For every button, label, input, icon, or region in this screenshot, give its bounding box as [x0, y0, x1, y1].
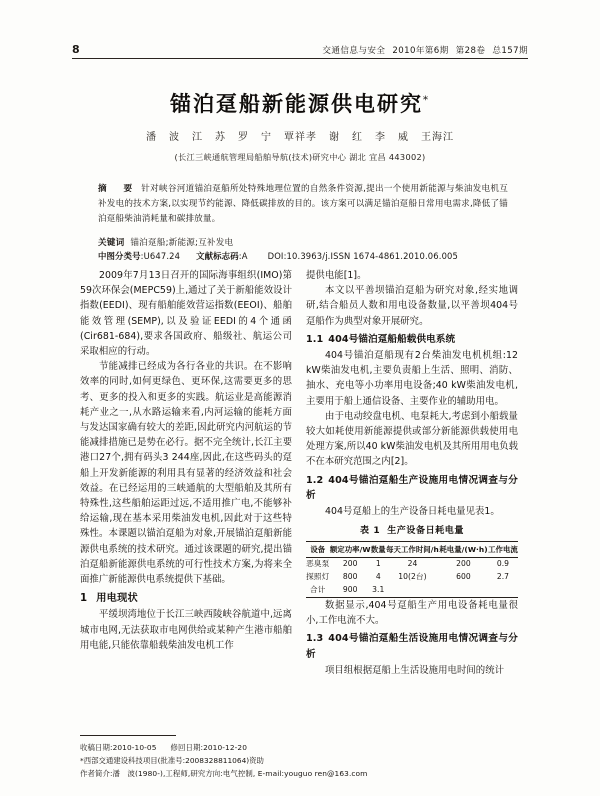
- cell-rated-power: 900: [330, 584, 371, 598]
- paragraph: 2009年7月13日召开的国际海事组织(IMO)第59次环保会(MEPC59)上,通过了关于新船能效设计指数(EEDI)、现有船舶能效营运指数(EEOI)、船舶能效管理(SEMP),以及验证EEDI的4个通函(Cir681-684),要求各国政府、船级社、航运公司采取相应的行动。: [80, 270, 292, 358]
- paragraph: 本文以平善坝锚泊趸船为研究对象,经实地调研,结合船员人数和用电设备数量,以平善坝404号趸船作为典型对象开展研究。: [306, 285, 518, 327]
- paragraph-continued: 提供电能[1]。: [306, 270, 367, 281]
- author-name: 波: [169, 132, 180, 143]
- cell-current: [488, 584, 518, 598]
- section-title: 404号锚泊趸船生活设施用电情况调查与分析: [306, 633, 518, 660]
- journal-volume: 第28卷: [455, 46, 486, 56]
- section-heading-1-2: [306, 473, 518, 503]
- journal-issue: 2010年第6期: [392, 46, 449, 56]
- cell-energy: 200: [456, 559, 471, 569]
- table-caption: [306, 524, 518, 539]
- footnote-block: [80, 741, 520, 780]
- footnote-rule: [80, 735, 176, 736]
- clc-value: U647.24: [143, 251, 181, 261]
- author-name: 威: [398, 132, 409, 143]
- document-code-label: 文献标志码: [196, 251, 239, 261]
- classification-block: 中图分类号:U647.24 文献标志码:A DOI:10.3963/j.ISSN 1674-4861.2010.06.005: [98, 251, 459, 261]
- doi-value: 10.3963/j.ISSN 1674-4861.2010.06.005: [286, 251, 459, 261]
- paragraph: 由于电动绞盘电机、电泵耗大,考虑到小船载量较大如耗使用新能源提供或部分新能源供载使用电处理方案,所以40 kW柴油发电机及其所用用电负载不在本研究范围之内[2]。: [306, 410, 518, 468]
- left-text-column: [80, 268, 292, 653]
- column-header-current: 工作电流: [488, 542, 518, 558]
- table-title: 生产设备日耗电量: [387, 526, 464, 537]
- column-header-daily-hours: 每天工作时间/h: [386, 542, 439, 558]
- keywords-block: [98, 236, 508, 248]
- received-date: 2010-10-05: [112, 743, 157, 752]
- journal-serial: 总157期: [492, 46, 528, 56]
- author-list: [0, 128, 600, 143]
- abstract-block: [98, 182, 508, 227]
- section-number: 1: [80, 593, 88, 605]
- cell-energy: 600: [456, 572, 471, 582]
- section-title: 用电现状: [96, 593, 138, 605]
- table-row: [306, 571, 518, 584]
- title-footnote-marker: *: [423, 95, 430, 106]
- keywords-label: 关键词: [98, 238, 125, 248]
- author-name: 苏: [215, 132, 226, 143]
- journal-name: 交通信息与安全: [322, 46, 386, 56]
- paragraph: 数据显示,404号趸船生产用电设备耗电量很小,工作电流不大。: [306, 599, 518, 627]
- cell-device: 探照灯: [306, 572, 330, 582]
- cell-quantity: 1: [375, 559, 381, 569]
- section-title: 404号锚泊趸船生产设施用电情况调查与分析: [306, 474, 518, 501]
- cell-daily-hours: [386, 584, 439, 598]
- doi-label: DOI: [267, 251, 284, 261]
- author-name: 谢: [329, 132, 340, 143]
- cell-device: 恶臭泵: [306, 559, 330, 569]
- keywords-text: 锚泊趸船;新能源;互补发电: [130, 238, 234, 248]
- article-title: [0, 88, 600, 118]
- section-number: 1.2: [306, 474, 324, 486]
- paragraph: 节能减排已经成为各行各业的共识。在不影响效率的同时,如何更绿色、更环保,这需要更多的思考、更多的投入和更多的实践。航运业是高能源消耗产业之一,从水路运输来看,内河运输的能耗方面与发达国家确有较大的差距,因此研究内河航运的节能减排措施已是势在必行。据不完全统计,长江主要港口27个,拥有码头3 244座,因此,在这些码头的趸船上开发新能源的利用具有显著的经济效益和社会效益。在已经运用的三峡通航的大型船舶及其所有特殊性,这些船舶运距过远,不适用推广电,不能够补给运输,现在基本采用柴油发电机,因此对于这些特殊性。本课题以锚泊趸船为对象,开展锚泊趸船新能源供电系统的技术研究。通过该课题的研究,提出锚泊趸船新能源供电系统的可行性技术方案,为将来全面推广新能源供电系统提供下基础。: [80, 361, 292, 586]
- revised-label: 修回日期: [170, 743, 201, 752]
- clc-label: 中图分类号: [98, 251, 141, 261]
- received-label: 收稿日期: [80, 743, 110, 752]
- column-header-energy: 耗电量/(W·h): [439, 542, 488, 558]
- article-title-text: 锚泊趸船新能源供电研究: [170, 91, 423, 116]
- column-header-quantity: 数量: [371, 542, 386, 558]
- section-title: 404号锚泊趸船船载供电系统: [328, 333, 456, 345]
- author-name: 红: [352, 132, 363, 143]
- cell-rated-power: 800: [342, 572, 358, 582]
- cell-daily-hours: 10(2台): [398, 572, 427, 582]
- table-number: 表 1: [359, 526, 381, 537]
- journal-issue-info: [315, 44, 528, 56]
- table-row: [306, 557, 518, 571]
- author-name: 江: [192, 132, 203, 143]
- cell-current: 2.7: [496, 572, 510, 582]
- section-heading-1-3: [306, 631, 518, 661]
- power-consumption-table: [306, 541, 518, 598]
- author-name: 王海江: [421, 132, 454, 143]
- author-name: 潘: [146, 132, 157, 143]
- cell-quantity: 3.1: [371, 584, 386, 598]
- header-rule: [72, 58, 528, 59]
- abstract-label: 摘 要: [98, 184, 137, 194]
- document-code-value: A: [241, 251, 248, 261]
- footnote-dates: 收稿日期:2010-10-05 修回日期:2010-12-20: [80, 743, 248, 752]
- page-folio-number: 8: [72, 43, 80, 56]
- section-heading-1: [80, 591, 292, 606]
- paragraph: 项目组根据趸船上生活设施用电时间的统计: [325, 664, 505, 676]
- paragraph: 404号锚泊趸船现有2台柴油发电机机组:12 kW柴油发电机,主要负责船上生活、照明、消防、抽水、充电等小功率用电设备;40 kW柴油发电机,主要用于船上通信设备、主要作业的辅助用电。: [306, 350, 518, 407]
- cell-quantity: 4: [375, 572, 381, 582]
- footnote-funding: *西部交通建设科技项目(批准号:2008328811064)资助: [80, 756, 264, 765]
- abstract-text: 针对峡谷河道锚泊趸船所处特殊地理位置的自然条件资源,提出一个使用新能源与柴油发电机互补发电的技术方案,以实现节约能源、降低碳排放的目的。该方案可以满足锚泊趸船日常用电需求,降低了锚泊趸船柴油消耗量和碳排放量。: [98, 184, 508, 224]
- author-name: 宁: [261, 132, 272, 143]
- cell-daily-hours: 24: [407, 559, 418, 569]
- author-name: 罗: [238, 132, 249, 143]
- right-text-column: [306, 268, 518, 678]
- author-name: 李: [375, 132, 386, 143]
- cell-rated-power: 200: [342, 559, 358, 569]
- cell-device: 合计: [306, 584, 330, 598]
- cell-current: 0.9: [496, 559, 510, 569]
- table-header-row: [306, 542, 518, 558]
- revised-date: 2010-12-20: [203, 743, 248, 752]
- author-name: 覃祥孝: [284, 132, 317, 143]
- section-heading-1-1: [306, 332, 518, 347]
- paragraph: 404号趸船上的生产设备日耗电量见表1。: [325, 506, 500, 518]
- section-number: 1.3: [306, 633, 324, 645]
- column-header-rated-power: 额定功率/W: [330, 542, 371, 558]
- cell-energy: [439, 584, 488, 598]
- author-affiliation: (长江三峡通航管理局船舶导航(技术)研究中心 湖北 宜昌 443002): [174, 152, 426, 162]
- footnote-author-bio: 作者简介:潘 波(1980-),工程师,研究方向:电气控制, E-mail:youguo ren@163.com: [80, 769, 368, 778]
- running-head: [72, 40, 528, 56]
- section-number: 1.1: [306, 333, 324, 345]
- table-row-total: [306, 584, 518, 598]
- paragraph: 平缓坝湾地位于长江三峡西陵峡谷航道中,远离城市电网,无法获取市电网供给或某种产生港市船舶用电能,只能依靠船载柴油发电机工作: [80, 609, 292, 651]
- column-header-device: 设备: [306, 542, 330, 558]
